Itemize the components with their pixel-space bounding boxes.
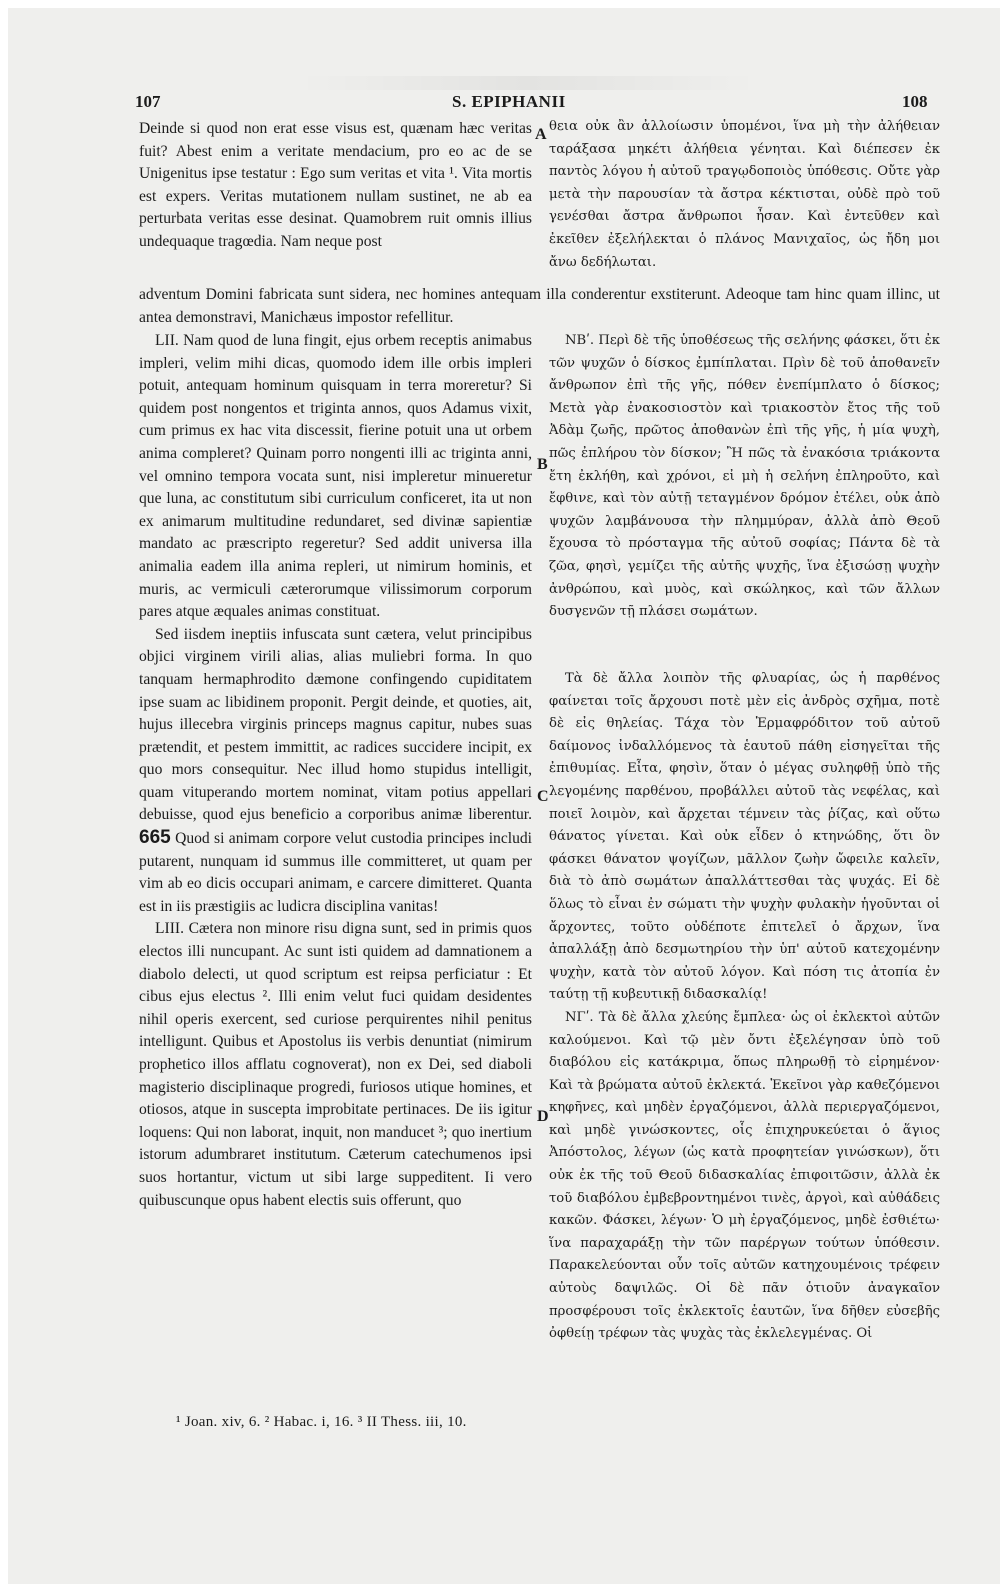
greek-paragraph-top: θεια οὐκ ἂν ἀλλοίωσιν ὑπομένοι, ἵνα μὴ τὴν ἀλήθειαν ταράξασα μηκέτι ἀλήθεια γένηται. Καὶ διέπεσεν ἐκ παντὸς λόγου ἡ αὐτοῦ τραγῳδοποιὸς ὑπόθεσις. Οὔτε γὰρ μετὰ τὴν παρουσίαν τὰ ἄστρα κέκτισται, οὐδὲ πρὸ τοῦ γενέσθαι ἄστρα ἄνθρωποι ἦσαν. Καὶ ἐντεῦθεν καὶ ἐκεῖθεν ἐξελήλεκται ὁ πλάνος Μανιχαῖος, ὡς ἤδη μοι ἄνω δεδήλωται. [549,119,940,270]
section-marker-a: A [535,126,547,143]
page-number-right: 108 [902,92,928,111]
latin-paragraph-52: LII. Nam quod de luna fingit, ejus orbem receptis animabus impleri, velim mihi dicas, quomodo idem ille orbis impleri potuit, antequam hominum quisquam in terra moreretur? Si quidem post nongentos et triginta annos, quos Adamus vixit, cum primus ex hac vita discessit, fierine potuit una ut orbem anima compleret? Quinam porro nongenti illi ac triginta anni, vel omnino tempora vocata sunt, nisi impleretur minueretur que luna, ac constitutum sibi curriculum conficeret, ita ut non ex animarum multitudine redundaret, sed divinæ sapientiæ mandato ac præscripto regeretur? Sed addit universa illa animalia eadem illa anima repleri, ut nimirum hominis, et muris, ac vermiculi cæterorumque vilissimorum corporum pares atque æquales animas constituat. [139,332,532,621]
greek-column-lower [549,668,940,1408]
greek-column-52 [549,330,940,630]
greek-paragraph-53: ΝΓʹ. Τὰ δὲ ἄλλα χλεύης ἔμπλεα· ὡς οἱ ἐκλεκτοὶ αὐτῶν καλούμενοι. Καὶ τῷ μὲν ὄντι ἐξελέγησαν ὑπὸ τοῦ διαβόλου εἰς κατάκριμα, ὅπως πληρωθῇ τὸ εἰρημένον· Καὶ τὰ βρώματα αὐτοῦ ἐκλεκτά. Ἐκεῖνοι γὰρ καθεζόμενοι κηφῆνες, καὶ μηδὲν ἐργαζόμενοι, ἀλλὰ περιεργαζόμενοι, καὶ μηδὲ γινώσκοντες, οἷς ἐπιχηρυκεύεται ὁ ἅγιος Ἀπόστολος, λέγων (ὡς κατὰ προφητείαν γινώσκων), ὅτι οὐκ ἐκ τῆς τοῦ Θεοῦ διδασκαλίας ἐπιφοιτῶσιν, ἀλλὰ ἐκ τοῦ διαβόλου ἐμβεβροντημένοι τινὲς, ἀργοὶ, καὶ αὐθάδεις κακῶν. Φάσκει, λέγων· Ὁ μὴ ἐργαζόμενος, μηδὲ ἐσθιέτω· ἵνα παραχαράξῃ τὴν τῶν παρέργων τούτων ὑπόθεσιν. Παρακελεύονται οὖν τοῖς αὐτῶν κατηχουμένοις τρέφειν αὐτοὺς δαψιλῶς. Οἱ δὲ πᾶν ὁτιοῦν ἀναγκαῖον προσφέρουσι τοῖς ἐκλεκτοῖς ἑαυτῶν, ἵνα δῆθεν εὐσεβῆς ὀφθείῃ τρέφων τὰς ψυχὰς τὰς ἐκλελεγμένας. Οἱ [549,1009,940,1342]
column-number-665: 665 [139,827,171,849]
latin-column-top [139,118,532,296]
running-title: S. EPIPHANII [452,92,566,111]
page-header [8,90,1000,118]
section-marker-d: D [537,1108,549,1125]
latin-spanning-line [139,284,940,329]
greek-column-top [549,116,940,300]
greek-paragraph-52: ΝΒʹ. Περὶ δὲ τῆς ὑποθέσεως τῆς σελήνης φάσκει, ὅτι ἐκ τῶν ψυχῶν ὁ δίσκος ἐμπίπλαται. Πρὶν δὲ τοῦ ἀποθανεῖν ἄνθρωπον ἐπὶ τῆς γῆς, πόθεν ἐνεπίμπλατο ὁ δίσκος; Μετὰ γὰρ ἐνακοσιοστὸν καὶ τριακοστὸν ἔτος τῆς τοῦ Ἀδὰμ ζωῆς, πρῶτος ἀποθανὼν ἐπὶ τῆς γῆς, ἡ μία ψυχὴ, πῶς ἐπλήρου τὸν δίσκον; Ἢ πῶς τὰ ἐνακόσια τριάκοντα ἔτη ἐκλήθη, καὶ χρόνοι, εἰ μὴ ἡ σελήνη ἐπληροῦτο, καὶ ἔφθινε, καὶ τὸν αὐτῇ τεταγμένον δρόμον ἐτέλει, οὐκ ἀπὸ ψυχῶν λαμβάνουσα τὴν πλημμύραν, ἀλλὰ ἀπὸ Θεοῦ ἔχουσα τὸ πρόσταγμα τῆς αὐτοῦ σοφίας; Πάντα δὲ τὰ ζῶα, φησὶ, γεμίζει τῆς αὐτῆς ψυχῆς, ἵνα ἐξισώσῃ ψυχὴν ἀνθρώπου, καὶ μυὸς, καὶ σκώληκος, καὶ τῶν ἄλλων δυσγενῶν τῇ πλάσει σωμάτων. [549,333,940,620]
latin-paragraph-top: Deinde si quod non erat esse visus est, quænam hæc veritas fuit? Abest enim a veritate mendacium, pro eo ac de se Unigenitus ipse testatur : Ego sum veritas et vita ¹. Vita mortis est expers. Veritas mutationem nullam sustinet, ne ab ea perturbata veritas esse desinat. Quamobrem ruit omnis illius undequaque tragœdia. Nam neque post [139,120,532,250]
greek-paragraph-virgin: Τὰ δὲ ἄλλα λοιπὸν τῆς φλυαρίας, ὡς ἡ παρθένος φαίνεται τοῖς ἄρχουσι ποτὲ μὲν εἰς ἀνδρὸς σχῆμα, ποτὲ δὲ εἰς θηλείας. Τάχα τὸν Ἑρμαφρόδιτον τοῦ αὐτοῦ δαίμονος ἰνδαλλόμενος τὰ ἑαυτοῦ πάθη εἰσηγεῖται τῆς ἐπιθυμίας. Εἶτα, φησὶν, ὅταν ὁ μέγας συληφθῇ ὑπὸ τῆς λεγομένης παρθένου, προβάλλει αὐτοῦ τὰς νεφέλας, καὶ ποιεῖ λοιμὸν, καὶ ἄρχεται τέμνειν τὰς ῥίζας, καὶ οὕτω θάνατος γίνεται. Καὶ οὐκ εἶδεν ὁ κτηνώδης, ὅτι ὃν φάσκει θάνατον ψογίζων, μᾶλλον ζωὴν ὤφειλε καλεῖν, διὰ τὸ ἀπὸ σωμάτων ἀπαλλάττεσθαι τὰς ψυχάς. Εἰ δὲ ὅλως τὸ εἶναι ἐν σώματι τὴν ψυχὴν φυλακὴν ἡγοῦνται οἱ ἄρχοντες, τοῦτο οὐδέποτε ἐπιτελεῖ ὁ ἄρχων, ἵνα ἀπαλλάξῃ ἀπὸ δεσμωτηρίου τὴν ὑπ' αὐτοῦ κατεχομένην ψυχὴν, κατὰ τὸν αὐτοῦ λόγον. Καὶ πόση τις ἀτοπία ἐν ταύτῃ τῇ κυβευτικῇ διδασκαλίᾳ! [549,671,940,1003]
latin-column-main [139,330,532,1390]
book-page [8,8,1000,1584]
latin-p2-after: Quod si animam corpore velut custodia principes includi putarent, nunquam id summus ille committeret, ut quam per vim ab eo dicis occupari animam, e carcere dimitteret. Quanta est in iis præstigiis ac ludicra disciplina vanitas! [139,830,532,915]
latin-paragraph-hermaphrodite [139,624,532,919]
footnotes: ¹ Joan. xiv, 6. ² Habac. i, 16. ³ II Thess. iii, 10. [176,1414,467,1430]
latin-paragraph-53: LIII. Cætera non minore risu digna sunt, sed in primis quos electos illi nuncupant. Ac sunt isti quidem ad damnationem a diabolo delecti, ut quod scriptum est reipsa perficiatur : Et cibus ejus electus ². Illi enim velut fuci quidam desidentes nihil operis exercent, sed curiose perquirentes nihil penitus intelligunt. Quibus et Apostolus iis verbis denuntiat (nimirum prophetico illos afflatu cognoverat), non ex Dei, sed diaboli magisterio disciplinaque progredi, furiosos utique homines, et otiosos, atque in suscepta improbitate pertinaces. De iis igitur loquens: Qui non laborat, inquit, non manducet ³; quo inertium istorum adumbraret institutum. Cæterum catechumenos ipsi suos hortantur, victum ut sibi large suppeditent. Ii vero quibuscunque opus habent electis suis offerunt, quo [139,920,532,1209]
section-marker-b: B [537,456,548,473]
page-number-left: 107 [135,92,161,111]
bleed-through-shadow [298,76,758,90]
latin-p2-before: Sed iisdem ineptiis infuscata sunt cætera, velut principibus objici virginem virili alias, alias muliebri forma. In quo tanquam hermaphrodito dæmone confingendo cupiditatem ipse suam ac libidinem proponit. Pergit deinde, et quoties, ait, hujus illecebra virginis princeps magnus capitur, nubes suas prætendit, et pestem immittit, ac radices succidere incipit, ex quo mors consequitur. Nec illud homo stupidus intelligit, quam vituperando mortem nominat, vitam potius appellari debuisse, quod ejus beneficio a corporibus animæ liberentur. [139,625,532,824]
latin-paragraph-span: adventum Domini fabricata sunt sidera, nec homines antequam illa conderentur exstiterunt. Adeoque tam hinc quam illinc, ut antea demonstravi, Manichæus impostor refellitur. [139,286,940,326]
section-marker-c: C [537,788,549,805]
